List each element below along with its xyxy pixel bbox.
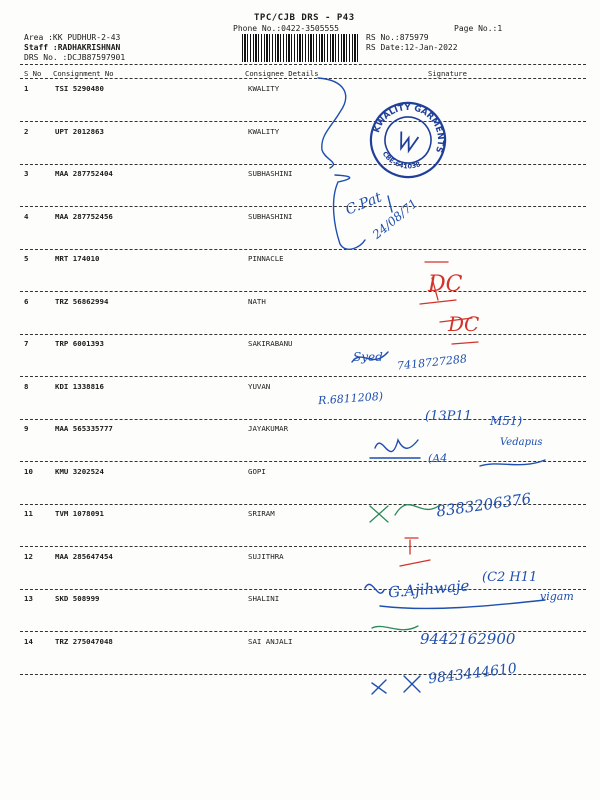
row-consignment-number: MAA 565335777: [55, 424, 113, 433]
row-serial-number: 14: [24, 636, 33, 646]
row-serial-number: 5: [24, 254, 29, 263]
row-consignee-name: KWALITY: [248, 84, 280, 93]
col-sno: S No: [24, 69, 42, 78]
col-consignment: Consignment No: [53, 69, 114, 78]
signature-stroke: [388, 196, 392, 212]
row-serial-number: 6: [24, 296, 29, 306]
handwriting: C.Pat: [343, 189, 385, 219]
row-consignment-number: MAA 287752404: [55, 169, 113, 178]
area-label: Area :KK PUDHUR-2-43: [24, 33, 121, 42]
signature-stroke: [380, 600, 545, 608]
row-serial-number: 9: [24, 424, 29, 433]
row-consignment-number: TSI 5290480: [55, 84, 104, 93]
handwriting: M51): [490, 414, 523, 428]
row-consignment-number: MAA 287752456: [55, 211, 113, 221]
row-consignee-name: YUVAN: [248, 381, 271, 391]
row-consignment-number: TVM 1078091: [55, 509, 104, 518]
rs-date: RS Date:12-Jan-2022: [366, 43, 458, 52]
row-serial-number: 3: [24, 169, 29, 178]
signature-stroke: [370, 506, 388, 522]
row-consignment-number: TRZ 56862994: [55, 296, 109, 306]
row-consignment-number: TRP 6001393: [55, 339, 104, 348]
row-consignee-name: GOPI: [248, 466, 266, 476]
signature-stroke: [395, 505, 440, 515]
row-consignee-name: SUBHASHINI: [248, 169, 293, 178]
row-consignee-name: NATH: [248, 296, 266, 306]
svg-text:KWALITY GARMENTS: KWALITY GARMENTS: [372, 102, 446, 154]
row-serial-number: 1: [24, 84, 29, 93]
rs-number: RS No.:875979: [366, 33, 429, 42]
handwriting: 9442162900: [420, 630, 516, 648]
drs-number: DRS No. :DCJB87597901: [24, 53, 126, 62]
row-consignment-number: UPT 2012863: [55, 126, 104, 136]
handwriting: vigam: [540, 590, 574, 603]
col-signature: Signature: [428, 69, 467, 78]
signature-stroke: [480, 460, 545, 466]
row-serial-number: 12: [24, 551, 33, 561]
row-consignee-name: JAYAKUMAR: [248, 424, 289, 433]
row-consignee-name: SAKIRABANU: [248, 339, 293, 348]
row-serial-number: 7: [24, 339, 29, 348]
col-consignee: Consignee Details: [245, 69, 319, 78]
handwriting: 7418727288: [396, 352, 468, 373]
handwriting: Syed: [353, 350, 383, 364]
row-consignee-name: KWALITY: [248, 126, 280, 136]
document-title: TPC/CJB DRS - P43: [254, 13, 355, 23]
handwriting: (A4: [428, 452, 448, 465]
handwriting: DC: [428, 272, 463, 297]
row-consignee-name: SHALINI: [248, 594, 280, 603]
row-serial-number: 11: [24, 509, 33, 518]
signature-stroke: [372, 680, 386, 694]
handwriting: (13P11: [425, 409, 472, 424]
row-consignment-number: KMU 3202524: [55, 466, 104, 476]
handwriting: (C2 H11: [482, 570, 538, 585]
signature-stroke: [372, 626, 418, 630]
row-consignment-number: KDI 1338816: [55, 381, 104, 391]
row-serial-number: 13: [24, 594, 33, 603]
page-number: Page No.:1: [454, 24, 503, 33]
row-consignment-number: TRZ 275047048: [55, 636, 113, 646]
handwriting: R.6811208): [317, 389, 384, 408]
row-consignee-name: SUJITHRA: [248, 551, 284, 561]
row-consignee-name: SRIRAM: [248, 509, 275, 518]
row-consignment-number: MRT 174010: [55, 254, 100, 263]
handwriting: 24/08/71: [369, 196, 421, 242]
handwriting: 9843444610: [427, 660, 518, 688]
signature-stroke: [318, 78, 346, 168]
row-consignment-number: SKD 508999: [55, 594, 100, 603]
row-consignment-number: MAA 285647454: [55, 551, 113, 561]
phone-number: Phone No.:0422-3505555: [233, 24, 339, 33]
row-consignee-name: SAI ANJALI: [248, 636, 293, 646]
staff-label: Staff :RADHAKRISHNAN: [24, 43, 121, 52]
handwriting: DC: [448, 312, 480, 336]
signature-stroke: [404, 676, 420, 692]
signature-stroke: [365, 584, 384, 593]
row-serial-number: 10: [24, 466, 33, 476]
row-serial-number: 8: [24, 381, 29, 391]
svg-text:CBE-641038: CBE-641038: [380, 149, 422, 171]
handwriting: G.Ajihwaje: [387, 576, 471, 602]
handwriting: 8383206376: [435, 489, 533, 521]
row-serial-number: 2: [24, 126, 29, 136]
signature-stroke: [400, 538, 430, 566]
row-consignee-name: PINNACLE: [248, 254, 284, 263]
signature-stroke: [375, 440, 418, 452]
handwriting: Vedapus: [500, 437, 543, 448]
row-consignee-name: SUBHASHINI: [248, 211, 293, 221]
row-serial-number: 4: [24, 211, 29, 221]
